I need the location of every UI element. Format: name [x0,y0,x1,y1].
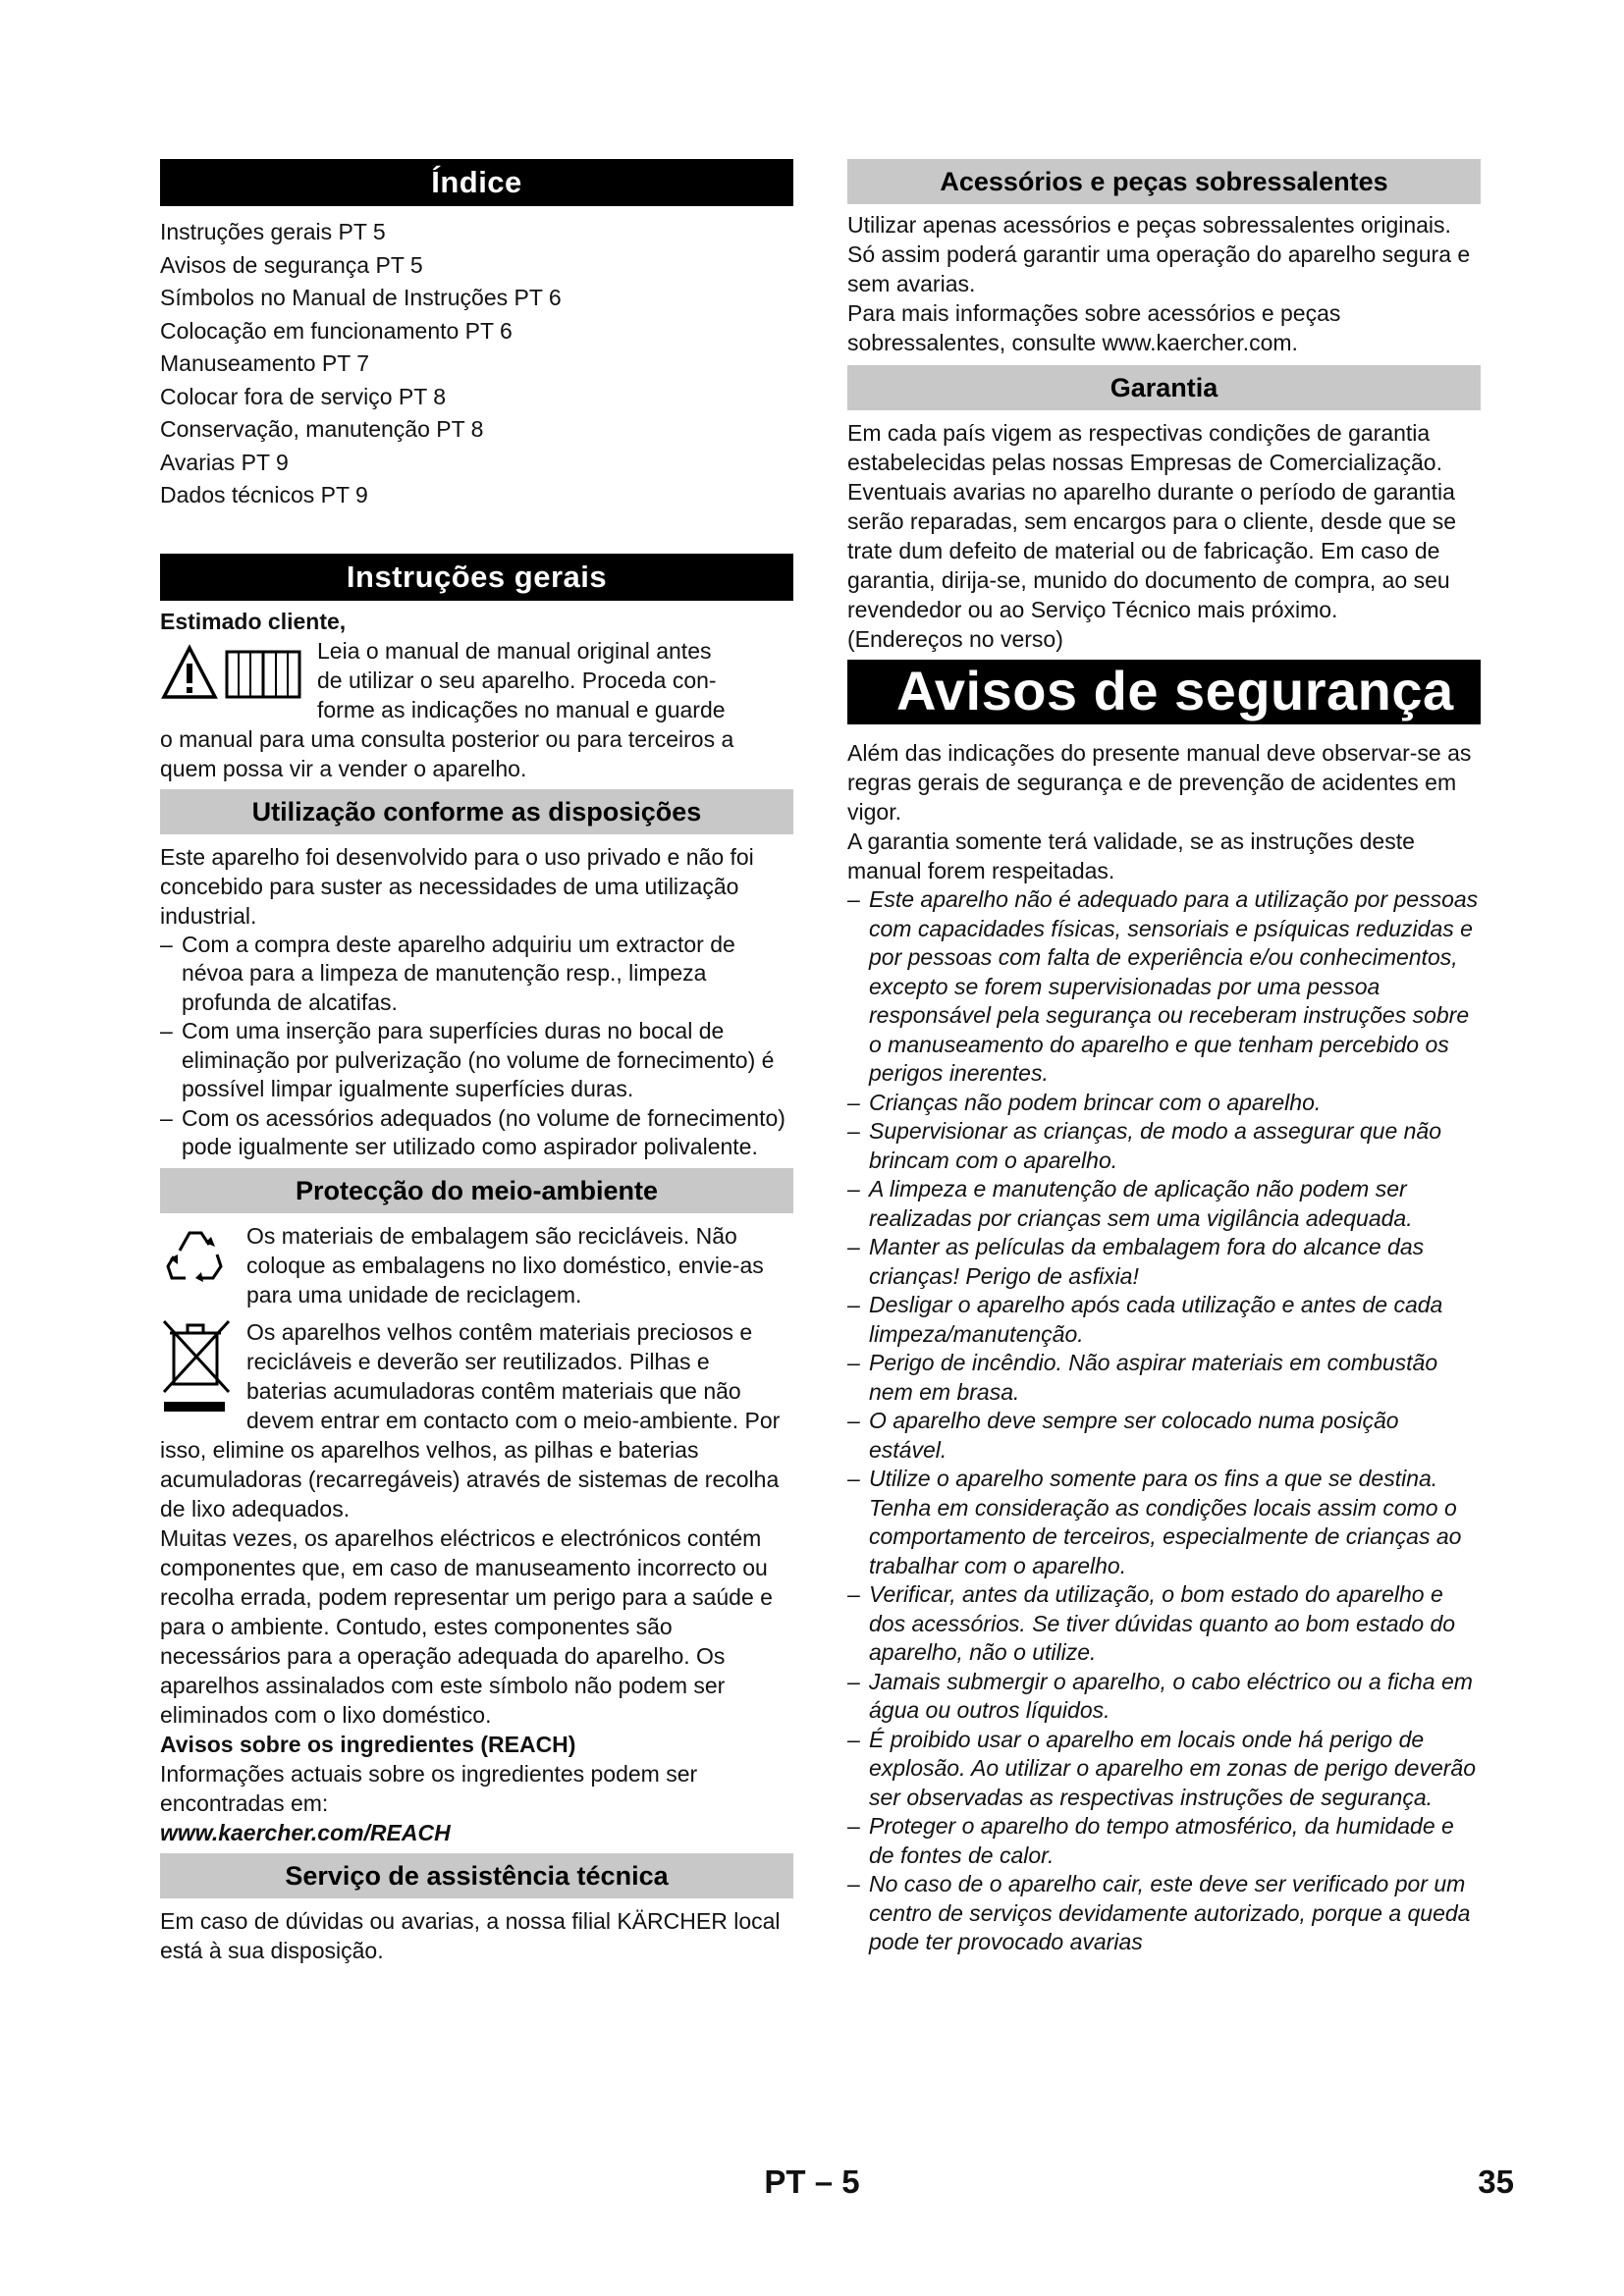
list-item: – Supervisionar as crianças, de modo a assegurar que não brincam com o aparelho. [847,1118,1442,1173]
list-item: – Proteger o aparelho do tempo atmosférico, da humidade e de fontes de calor. [847,1813,1454,1868]
weee-text: Os aparelhos velhos contêm materiais preciosos e recicláveis e deverão ser reutilizados. Pilhas e baterias acumuladoras contêm materiais que não devem entrar em contacto com o meio-ambiente. Por isso, elimine os aparelhos velhos, as pilhas e baterias acumuladoras (recarregáveis) através de sistemas de recolha de lixo adequados. [160,1318,781,1522]
recycling-block [160,1221,793,1309]
list-item: – Perigo de incêndio. Não aspirar materiais em combustão nem em brasa. [847,1350,1438,1405]
service-heading: Serviço de assistência técnica [160,1853,793,1898]
table-of-contents [160,216,793,512]
electronics-text: Muitas vezes, os aparelhos eléctricos e electrónicos contém componentes que, em caso de manuseamento incorrecto ou recolha errada, podem representar um perigo para a saúde e para o ambiente. Contudo, estes componentes são necessários para a operação adequada do aparelho. Os aparelhos assinalados com este símbolo não podem ser eliminados com o lixo doméstico. [160,1524,773,1728]
warranty-address: (Endereços no verso) [847,626,1063,652]
list-item: – O aparelho deve sempre ser colocado numa posição estável. [847,1408,1399,1463]
list-item: – Manter as películas da embalagem fora do alcance das crianças! Perigo de asfixia! [847,1234,1425,1289]
toc-item[interactable]: Dados técnicos PT 9 [160,482,368,507]
read-manual-line: Leia o manual de manual original antes [317,637,712,664]
safety-warranty-text: A garantia somente terá validade, se as instruções deste manual forem respeitadas. [847,828,1415,883]
safety-list [847,885,1481,1957]
list-item: – Crianças não podem brincar com o aparelho. [847,1089,1322,1115]
list-item: – A limpeza e manutenção de aplicação não podem ser realizadas por crianças sem uma vigilância adequada. [847,1176,1413,1231]
toc-item[interactable]: Símbolos no Manual de Instruções PT 6 [160,285,562,310]
toc-item[interactable]: Colocar fora de serviço PT 8 [160,383,447,409]
warning-triangle-book-icon [160,642,307,703]
weee-block [160,1317,793,1523]
reach-link[interactable]: www.kaercher.com/REACH [160,1819,451,1845]
warning-manual-icons [160,636,317,703]
list-item: – Jamais submergir o aparelho, o cabo eléctrico ou a ficha em água ou outros líquidos. [847,1668,1473,1723]
index-heading: Índice [160,159,793,206]
list-item: – Utilize o aparelho somente para os fins a que se destina. Tenha em consideração as condições locais assim como o comportamento de terceiros, especialmente de crianças ao trabalhar com o aparelho. [847,1466,1462,1578]
read-manual-line: de utilizar o seu aparelho. Proceda con- [317,667,717,693]
parts-text: Utilizar apenas acessórios e peças sobressalentes originais. Só assim poderá garantir uma operação do aparelho segura e sem avarias. [847,212,1471,296]
intended-use-heading: Utilização conforme as disposições [160,789,793,834]
right-column [847,159,1481,1957]
safety-heading: Avisos de segurança [847,660,1481,724]
toc-item[interactable]: Avarias PT 9 [160,449,289,475]
page-number: 35 [1478,2163,1514,2200]
parts-more-text: Para mais informações sobre acessórios e peças sobressalentes, consulte www.kaercher.com. [847,300,1341,355]
toc-item[interactable]: Manuseamento PT 7 [160,350,370,376]
warranty-heading: Garantia [847,365,1481,410]
toc-item[interactable]: Avisos de segurança PT 5 [160,251,423,278]
toc-item[interactable]: Conservação, manutenção PT 8 [160,416,484,442]
list-item: – Este aparelho não é adequado para a utilização por pessoas com capacidades físicas, sensoriais e psíquicas reduzidas e por pessoas com falta de experiência e/ou conhecimentos, excepto se forem supervisionadas por uma pessoa responsável pela segurança ou receberam instruções sobre o manuseamento do aparelho e que tenham percebido os perigos inerentes. [847,886,1479,1086]
recycling-icon [160,1221,231,1286]
safety-text: Além das indicações do presente manual deve observar-se as regras gerais de segurança e de prevenção de acidentes em vigor. [847,740,1472,825]
list-item: – Verificar, antes da utilização, o bom estado do aparelho e dos acessórios. Se tiver dúvidas quanto ao bom estado do aparelho, não o utilize. [847,1581,1456,1665]
crossed-bin-icon [160,1317,235,1415]
list-item: – Com a compra deste aparelho adquiriu um extractor de névoa para a limpeza de manutenção resp., limpeza profunda de alcatifas. [160,931,735,1015]
page-label: PT – 5 [764,2163,860,2200]
service-text: Em caso de dúvidas ou avarias, a nossa filial KÄRCHER local está à sua disposição. [160,1907,781,1963]
read-manual-block [160,636,793,724]
reach-heading: Avisos sobre os ingredientes (REACH) [160,1731,576,1757]
list-item: – Desligar o aparelho após cada utilização e antes de cada limpeza/manutenção. [847,1292,1443,1347]
list-item: – Com os acessórios adequados (no volume de fornecimento) pode igualmente ser utilizado como aspirador polivalente. [160,1104,785,1159]
read-manual-line: forme as indicações no manual e guarde [317,696,726,722]
reach-text: Informações actuais sobre os ingredientes podem ser encontradas em: [160,1760,698,1816]
intended-use-text: Este aparelho foi desenvolvido para o uso privado e não foi concebido para suster as necessidades de uma utilização industrial. [160,843,754,929]
read-manual-rest: o manual para uma consulta posterior ou para terceiros a quem possa vir a vender o aparelho. [160,725,734,781]
general-instructions-heading: Instruções gerais [160,554,793,601]
list-item: – Com uma inserção para superfícies duras no bocal de eliminação por pulverização (no volume de fornecimento) é possível limpar igualmente superfícies duras. [160,1018,775,1101]
toc-item[interactable]: Colocação em funcionamento PT 6 [160,317,513,344]
list-item: – É proibido usar o aparelho em locais onde há perigo de explosão. Ao utilizar o aparelho em zonas de perigo deverão ser observadas as respectivas instruções de segurança. [847,1726,1476,1810]
parts-heading: Acessórios e peças sobressalentes [847,159,1481,204]
greeting: Estimado cliente, [160,608,347,634]
recycling-text: Os materiais de embalagem são recicláveis. Não coloque as embalagens no lixo doméstico, envie-as para uma unidade de reciclagem. [246,1222,764,1308]
toc-item[interactable]: Instruções gerais PT 5 [160,219,386,244]
warranty-text: Em cada país vigem as respectivas condições de garantia estabelecidas pelas nossas Empresas de Comercialização. Eventuais avarias no aparelho durante o período de garantia serão reparadas, sem encargos para o cliente, desde que se trate dum defeito de material ou de fabricação. Em caso de garantia, dirija-se, munido do documento de compra, ao seu revendedor ou ao Serviço Técnico mais próximo. [847,420,1457,622]
list-item: – No caso de o aparelho cair, este deve ser verificado por um centro de serviços devidamente autorizado, porque a queda pode ter provocado avarias [847,1871,1471,1954]
left-column [160,159,793,1965]
environment-heading: Protecção do meio-ambiente [160,1168,793,1213]
